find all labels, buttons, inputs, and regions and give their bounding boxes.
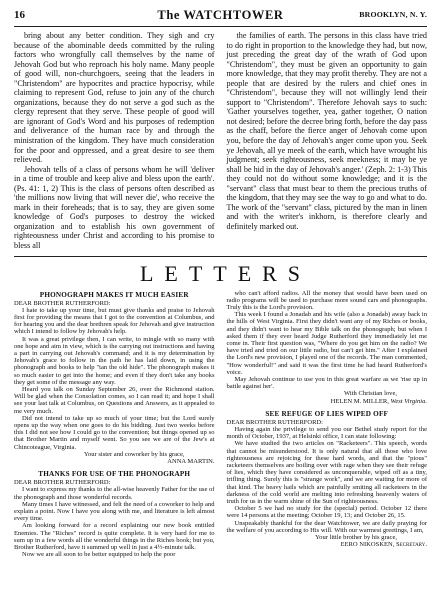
- article-body: [14, 31, 427, 251]
- letters-section: [14, 290, 427, 559]
- spacer: [227, 405, 428, 409]
- letter-paragraph: Am looking forward for a record explaining our new book entitled Enemies. The "Riches" record is quite complete. It is very hard for me to sum up in a few words all the wonderful things in the Riches book; but you, Brother Rutherford, have it summed up well in just a 4½-minute talk.: [14, 522, 215, 552]
- page-number: 16: [14, 9, 25, 21]
- article-paragraph: bring about any better condition. They sigh and cry because of the abominable deeds committed by the ruling factors who wrongfully call themselves by the name of Jehovah God but who reproach his holy name. Many people of good will, non-churchgoers, seeing that the leaders in "Christendom" are hypocrites and practice hypocrisy, while claiming to represent God, refuse to join any of the church organizations, because they do not serve a god such as the clergy represent that they serve. These people of good will are ignorant of God's Word and his purposes of redemption and deliverance of the human race by and through the ministration of the kingdom. They have much consideration for the poor and oppressed, and a great desire to see them relieved.: [14, 31, 215, 165]
- letter-paragraph: October 5 we had no study for the (special) period. October 12 there were 14 persons at the meeting; October 19, 13; and October 26, 15.: [226, 505, 427, 520]
- letter-salutation: DEAR BROTHER RUTHERFORD:: [14, 479, 111, 487]
- letter-paragraph: This week I found a Jonadab and his wife (also a Jonadab) away back in the hills of West Virginia. First they didn't want any of my Riches or books, and they didn't want to hear my Bible talk on the phonograph; but when I asked them if they ever heard Judge Rutherford they immediately let me come in. Their first question was, "Where do you get him on the radio? We have tried and tried on our little radio, but can't get him." After I explained the Lord's new provision, I played one of the records. The man commented, "How wonderful!" and said it was the first time he had heard Rutherford's voice.: [226, 311, 427, 376]
- letter-salutation: DEAR BROTHER RUTHERFORD:: [14, 299, 111, 307]
- article-right-column: [227, 31, 428, 251]
- letter-paragraph: Did not intend to take up so much of your time; but the Lord surely opens up the way when one goes to do his bidding. Just two weeks before this I did not see how I could go to the convention; but things opened up so that Brother Martin and myself went. So you see we are of the Jew's at Chincoteague, Virginia.: [14, 414, 215, 451]
- letter-paragraph: May Jehovah continue to use you in this great warfare as we 'rise up in battle against her'.: [226, 376, 427, 391]
- letters-heading: LETTERS: [139, 260, 312, 286]
- signature-name: HELEN M. MILLER,: [330, 397, 389, 405]
- letter-paragraph: It was a great privilege then, I can write, to mingle with so many with one hope and aim in view, which is the carrying out instructions and having a part in carrying out Jehovah's command; and it is my determination by Jehovah's grace to follow in the path he has laid down, in using the phonograph and books to help "tan the old hide". The phonograph makes it so much easier to get into the home; and even if they don't take any books they get some of the message any way.: [14, 335, 215, 386]
- letter-title: SEE REFUGE OF LIES WIPED OFF: [265, 409, 389, 418]
- letters-left-column: [14, 290, 215, 559]
- article-paragraph: the families of earth. The persons in this class have tried to do right in proportion to the knowledge they had, but now, just preceding the great day of the wrath of God upon "Christendom", they must be given an opportunity to gain more knowledge, that they may profit thereby. They are not a people that are desired by the rulers and chief ones in "Christendom", because they will not willingly lend their support to "Christendom". Therefore Jehovah says to such: 'Gather yourselves together, yea, gather together, O nation not desired; before the decree bring forth, before the day pass as the chaff, before the fierce anger of Jehovah come upon you, before the day of Jehovah's anger come upon you. Seek ye Jehovah, all ye meek of the earth, which have wrought his judgment; seek righteousness, seek meekness; it may be ye shall be hid in the day of Jehovah's anger.' (Zeph. 2: 1-3) This they could not do without some knowledge; and it is the "servant" class that must bear to them the precious truths of the kingdom, that they may see the way to go and what to do. The work of the "servant" class, pictured by the man in linen and with the writer's inkhorn, is therefore clearly and definitely marked out.: [226, 31, 427, 231]
- letter-signature: EERO NIKOSKEN, Secretary.: [340, 541, 427, 549]
- letter-paragraph: We have studied the two articles on "Racketeers". This speech, words that cannot be misunderstood. It is only natural that all those who love righteousness are rejoicing for these hard words, and that the "pious" racketeers themselves are boiling over with rage when they see their refuge of lies, which they have considered as unconquerable, wiped off as a tiny, trifling thing. Surely this is "strange work", and we are waiting for more of that kind. The heavy hails which are painfully smiting all racketeers in the darkness of the cold world are melting into refreshing heavenly waters of truth for us in the warm shine of the Sun of righteousness.: [226, 440, 427, 506]
- letter-signature: ANNA MARTIN.: [167, 458, 215, 466]
- letter-paragraph: who can't afford radios. All the money that would have been used on radio programs will be used to purchase more sound cars and phonographs. Truly this is the Lord's provision.: [226, 289, 427, 311]
- masthead-title: The WATCHTOWER: [157, 8, 284, 22]
- letter-paragraph: Many times I have witnessed, and felt the need of a coworker to help and explain a point. Now I have you along with me, and literature is left almost every time.: [14, 500, 215, 523]
- publication-location: BROOKLYN, N. Y.: [359, 10, 427, 19]
- letter-closing: Your sister and coworker by his grace,: [83, 450, 185, 458]
- letter-title: PHONOGRAPH MAKES IT MUCH EASIER: [39, 290, 189, 299]
- letter-salutation: DEAR BROTHER RUTHERFORD:: [226, 418, 323, 426]
- letter-paragraph: Now we are all soon to be better equipped to help the poor: [22, 551, 176, 559]
- letters-right-column: [227, 290, 428, 559]
- page-header: [14, 8, 427, 27]
- article-left-column: [14, 31, 215, 251]
- letter-paragraph: Heard you talk on Sunday September 26, over the Richmond station. Will be glad when the Consolation comes, so I can read it; and hope I shall see your last talk at Columbus, on Questions and Answers, as it appealed to me very much.: [14, 386, 215, 415]
- spacer: [14, 465, 215, 469]
- letter-closing: With Christian love,: [343, 390, 397, 398]
- signature-place: West Virginia.: [390, 397, 427, 405]
- letter-title: THANKS FOR USE OF THE PHONOGRAPH: [38, 470, 191, 479]
- letter-paragraph: Unspeakably thankful for the dear Watchtower, we are daily praying for the welfare of you according to His will. With our warmest greetings, I am,: [226, 519, 427, 534]
- letter-paragraph: Having again the privilege to send you our Bethel study report for the month of October, 1937, at Helsinki office, I can state following:: [226, 426, 427, 441]
- letter-signature: [227, 398, 428, 405]
- letter-paragraph: I hate to take up your time, but must give thanks and praise to Jehovah first for providing the means that I got to the convention at Columbus, and for hearing you and the dear brethren speak for Jehovah and give instruction which I intend to follow by Jehovah's help.: [14, 306, 215, 336]
- letter-paragraph: I want to express my thanks to the all-wise heavenly Father for the use of the phonograph and those wonderful records.: [14, 486, 215, 501]
- section-divider: [14, 256, 427, 257]
- letter-closing: Your little brother by his grace,: [315, 534, 397, 542]
- article-paragraph: Jehovah tells of a class of persons whom he will 'deliver in a time of trouble and keep alive and bless upon the earth'. (Ps. 41: 1, 2) This is the class of persons often described as 'the millions now living that will never die', who receive the mark in their foreheads; that is to say, they are given some knowledge of God's purposes to destroy the wicked organization and to establish his own government of righteousness under Christ and according to his promise to bless all: [14, 164, 215, 251]
